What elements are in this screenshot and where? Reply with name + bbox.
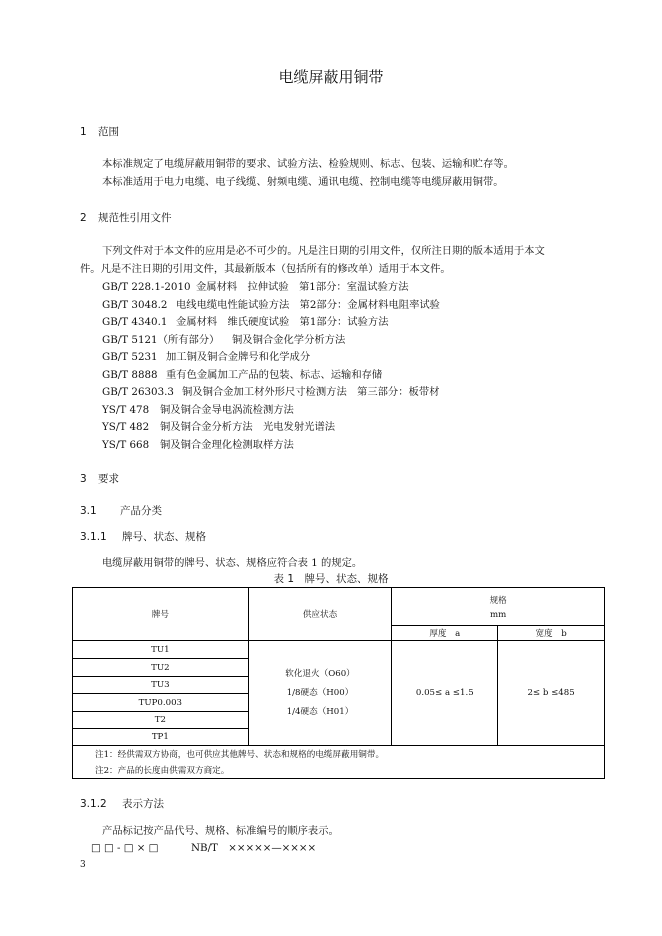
table-note-row	[73, 762, 605, 779]
subsection-3-1-1-title: 牌号、状态、规格	[122, 531, 206, 543]
reference-item	[102, 348, 310, 363]
reference-code: GB/T 3048.2	[102, 299, 168, 311]
table-row	[73, 641, 605, 659]
reference-code: YS/T 668	[102, 439, 150, 451]
section-1-number: 1	[80, 126, 87, 138]
references-intro-line-1: 下列文件对于本文件的应用是必不可少的。凡是注日期的引用文件，仅所注日期的版本适用于本文	[102, 245, 545, 257]
temper-value: 1/4硬态（H01）	[286, 706, 354, 717]
grade-cell: TU1	[73, 641, 249, 659]
reference-item	[102, 436, 294, 451]
reference-item	[102, 383, 439, 398]
table-note: 注1：经供需双方协商，也可供应其他牌号、状态和规格的电缆屏蔽用铜带。	[73, 746, 605, 763]
section-2-number: 2	[80, 212, 87, 224]
header-thickness: 厚度 a	[392, 626, 498, 641]
header-grade: 牌号	[73, 588, 249, 641]
subsection-3-1-2-heading	[80, 796, 164, 811]
table-note: 注2：产品的长度由供需双方商定。	[73, 762, 605, 779]
section-1-heading	[80, 124, 119, 139]
header-temper: 供应状态	[248, 588, 392, 641]
subsection-3-1-2-title: 表示方法	[122, 798, 164, 810]
subsection-3-1-1-heading	[80, 529, 206, 544]
page-title: 电缆屏蔽用铜带	[278, 68, 384, 86]
reference-title: 铜及铜合金理化检测取样方法	[160, 439, 294, 451]
section-2-heading	[80, 210, 172, 225]
reference-item	[102, 418, 335, 433]
marking-paragraph: 产品标记按产品代号、规格、标准编号的顺序表示。	[102, 825, 339, 837]
grade-cell: TUP0.003	[73, 694, 249, 712]
header-spec-label: 规格	[489, 595, 507, 606]
reference-code: GB/T 5121（所有部分）	[102, 334, 220, 346]
header-spec-unit: mm	[490, 609, 507, 620]
table-reference-paragraph: 电缆屏蔽用铜带的牌号、状态、规格应符合表 1 的规定。	[102, 557, 363, 569]
references-intro-line-2: 件。凡是不注日期的引用文件，其最新版本（包括所有的修改单）适用于本文件。	[80, 263, 451, 275]
reference-title: 金属材料 维氏硬度试验 第1部分：试验方法	[176, 316, 389, 328]
table-caption: 表 1 牌号、状态、规格	[273, 573, 389, 585]
reference-title: 铜及铜合金导电涡流检测方法	[160, 404, 294, 416]
scope-paragraph-1: 本标准规定了电缆屏蔽用铜带的要求、试验方法、检验规则、标志、包装、运输和贮存等。	[102, 158, 514, 170]
specification-table	[72, 587, 605, 779]
temper-value: 1/8硬态（H00）	[286, 687, 354, 698]
reference-item	[102, 313, 389, 328]
section-3-heading	[80, 471, 119, 486]
table-header-row	[73, 588, 605, 626]
table-note-row	[73, 746, 605, 763]
reference-code: GB/T 26303.3	[102, 386, 174, 398]
reference-title: 铜及铜合金加工材外形尺寸检测方法 第三部分：板带材	[182, 386, 440, 398]
thickness-range-cell: 0.05≤ a ≤1.5	[392, 641, 498, 746]
reference-code: GB/T 4340.1	[102, 316, 168, 328]
scope-paragraph-2: 本标准适用于电力电缆、电子线缆、射频电缆、通讯电缆、控制电缆等电缆屏蔽用铜带。	[102, 176, 504, 188]
reference-item	[102, 366, 382, 381]
reference-title: 铜及铜合金化学分析方法	[232, 334, 346, 346]
grade-cell: TU3	[73, 677, 249, 694]
marking-boxes: □ □ - □ × □	[91, 842, 159, 854]
reference-item	[102, 278, 409, 293]
subsection-3-1-1-number: 3.1.1	[80, 531, 107, 543]
reference-item	[102, 401, 294, 416]
section-3-title: 要求	[98, 473, 119, 485]
grade-cell: T2	[73, 712, 249, 729]
reference-code: GB/T 5231	[102, 351, 158, 363]
width-range-cell: 2≤ b ≤485	[498, 641, 605, 746]
grade-cell: TP1	[73, 729, 249, 746]
section-3-number: 3	[80, 473, 87, 485]
temper-value: 软化退火（O60）	[285, 668, 355, 679]
reference-title: 重有色金属加工产品的包装、标志、运输和存储	[166, 369, 383, 381]
marking-standard: NB/T ×××××—××××	[191, 842, 317, 854]
header-width: 宽度 b	[498, 626, 605, 641]
header-spec	[392, 588, 605, 626]
reference-code: GB/T 8888	[102, 369, 158, 381]
reference-title: 铜及铜合金分析方法 光电发射光谱法	[160, 421, 336, 433]
subsection-3-1-title: 产品分类	[120, 505, 162, 517]
reference-title: 电线电缆电性能试验方法 第2部分：金属材料电阻率试验	[176, 299, 440, 311]
section-1-title: 范围	[98, 126, 119, 138]
subsection-3-1-2-number: 3.1.2	[80, 798, 107, 810]
temper-cell	[248, 641, 392, 746]
grade-cell: TU2	[73, 659, 249, 677]
reference-code: YS/T 478	[102, 404, 150, 416]
section-2-title: 规范性引用文件	[98, 212, 172, 224]
reference-title: 加工铜及铜合金牌号和化学成分	[166, 351, 311, 363]
subsection-3-1-heading	[80, 503, 162, 518]
reference-title: 金属材料 拉伸试验 第1部分：室温试验方法	[196, 281, 409, 293]
marking-example	[91, 839, 316, 854]
reference-code: GB/T 228.1-2010	[102, 281, 191, 293]
page-number: 3	[80, 860, 86, 870]
subsection-3-1-number: 3.1	[80, 505, 97, 517]
reference-code: YS/T 482	[102, 421, 150, 433]
reference-item	[102, 296, 440, 311]
reference-item	[102, 331, 345, 346]
